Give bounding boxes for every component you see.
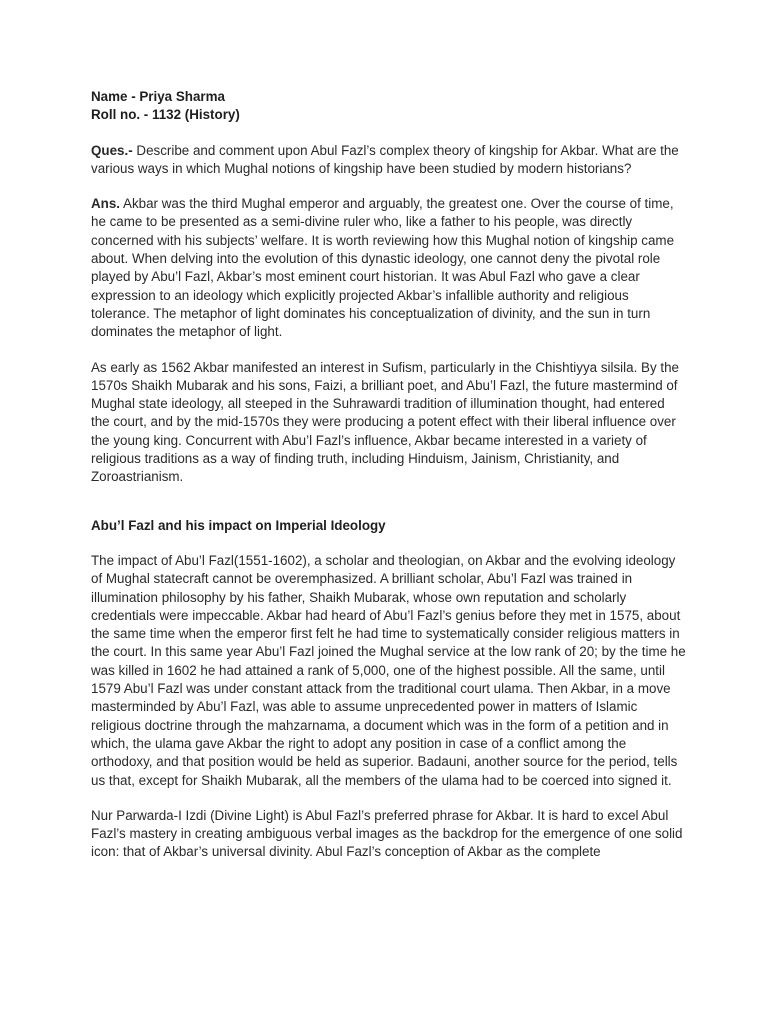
spacer <box>91 125 687 142</box>
document-page <box>91 88 687 862</box>
student-name: Name - Priya Sharma <box>91 89 225 104</box>
spacer <box>91 790 687 807</box>
question-text: Describe and comment upon Abul Fazl’s complex theory of kingship for Akbar. What are the various ways in which Mughal notions of kingship have been studied by modern historians? <box>91 142 679 176</box>
spacer <box>91 535 687 552</box>
section-paragraph-2: Nur Parwarda-I Izdi (Divine Light) is Abul Fazl’s preferred phrase for Akbar. It is hard to excel Abul Fazl’s mastery in creating ambiguous verbal images as the backdrop for the emergence of one solid icon: that of Akbar’s universal divinity. Abul Fazl’s conception of Akbar as the complete <box>91 807 683 860</box>
answer-text: Akbar was the third Mughal emperor and arguably, the greatest one. Over the course of time, he came to be presented as a semi-divine ruler who, like a father to his people, was directly concerned with his subjects’ welfare. It is worth reviewing how this Mughal notion of kingship came about. When delving into the evolution of this dynastic ideology, one cannot deny the pivotal role played by Abu’l Fazl, Akbar’s most eminent court historian. It was Abul Fazl who gave a clear expression to an ideology which explicitly projected Akbar’s infallible authority and religious tolerance. The metaphor of light dominates his conceptualization of divinity, and the sun in turn dominates the metaphor of light. <box>91 196 675 340</box>
question-label: Ques.- <box>91 142 133 158</box>
answer-paragraph <box>91 195 687 341</box>
spacer <box>91 487 687 517</box>
section-heading: Abu’l Fazl and his impact on Imperial Ideology <box>91 517 386 533</box>
answer-label: Ans. <box>91 196 121 212</box>
spacer <box>91 342 687 359</box>
question-paragraph <box>91 142 687 179</box>
section-paragraph-1: The impact of Abu’l Fazl(1551-1602), a scholar and theologian, on Akbar and the evolving ideology of Mughal statecraft cannot be overemphasized. A brilliant scholar, Abu’l Fazl was trained in illumination philosophy by his father, Shaikh Mubarak, whose own reputation and scholarly credentials were impeccable. Akbar had heard of Abu’l Fazl’s genius before they met in 1575, about the same time when the emperor first felt he had time to systematically consider religious matters in the court. In this same year Abu’l Fazl joined the Mughal service at the low rank of 20; by the time he was killed in 1602 he had attained a rank of 5,000, one of the highest possible. All the same, until 1579 Abu’l Fazl was under constant attack from the traditional court ulama. Then Akbar, in a move masterminded by Abu’l Fazl, was able to assume unprecedented power in matters of Islamic religious doctrine through the mahzarnama, a document which was in the form of a petition and in which, the ulama gave Akbar the right to adopt any position in case of a conflict among the orthodoxy, and that position would be held as superior. Badauni, another source for the period, tells us that, except for Shaikh Mubarak, all the members of the ulama had to be coerced into signed it. <box>91 552 686 788</box>
spacer <box>91 178 687 195</box>
roll-number: Roll no. - 1132 (History) <box>91 107 240 123</box>
answer-paragraph-2: As early as 1562 Akbar manifested an interest in Sufism, particularly in the Chishtiyya silsila. By the 1570s Shaikh Mubarak and his sons, Faizi, a brilliant poet, and Abu’l Fazl, the future mastermind of Mughal state ideology, all steeped in the Suhrawardi tradition of illumination thought, had entered the court, and by the mid-1570s they were producing a potent effect with their liberal influence over the young king. Concurrent with Abu’l Fazl’s influence, Akbar became interested in a variety of religious traditions as a way of finding truth, including Hinduism, Jainism, Christianity, and Zoroastrianism. <box>91 359 679 485</box>
